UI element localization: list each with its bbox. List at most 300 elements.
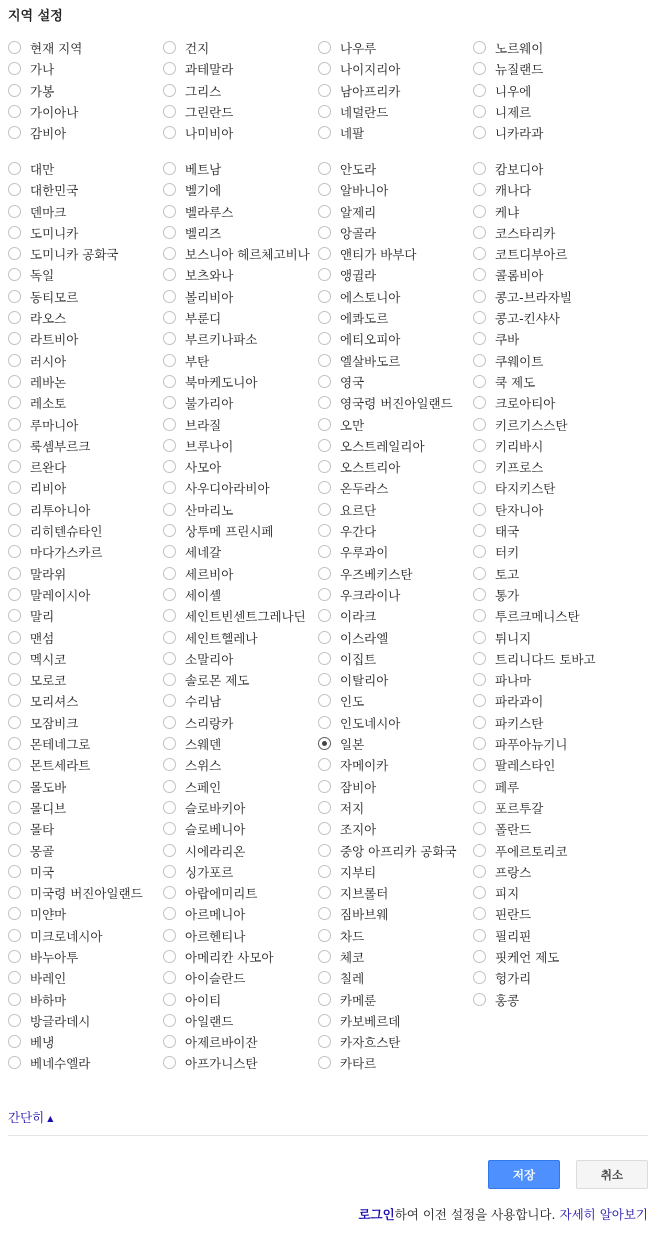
- region-option[interactable]: [163, 246, 313, 263]
- radio-icon[interactable]: [318, 716, 331, 729]
- region-option[interactable]: [473, 161, 623, 178]
- radio-icon[interactable]: [8, 503, 21, 516]
- radio-icon[interactable]: [8, 247, 21, 260]
- region-option[interactable]: [8, 310, 158, 327]
- region-option[interactable]: [473, 395, 623, 412]
- radio-icon[interactable]: [473, 737, 486, 750]
- radio-icon[interactable]: [163, 844, 176, 857]
- radio-icon[interactable]: [318, 950, 331, 963]
- region-option[interactable]: [473, 779, 623, 796]
- radio-icon[interactable]: [8, 460, 21, 473]
- region-option[interactable]: [163, 715, 313, 732]
- radio-icon[interactable]: [8, 822, 21, 835]
- radio-icon[interactable]: [473, 226, 486, 239]
- radio-icon[interactable]: [8, 545, 21, 558]
- radio-icon[interactable]: [473, 460, 486, 473]
- region-option[interactable]: [163, 417, 313, 434]
- radio-icon[interactable]: [473, 439, 486, 452]
- region-option[interactable]: [318, 566, 468, 583]
- region-option[interactable]: [318, 374, 468, 391]
- region-option[interactable]: [8, 821, 158, 838]
- region-option[interactable]: [473, 757, 623, 774]
- cancel-button[interactable]: 취소: [576, 1160, 648, 1189]
- radio-icon[interactable]: [8, 865, 21, 878]
- radio-icon[interactable]: [473, 822, 486, 835]
- radio-icon[interactable]: [8, 609, 21, 622]
- radio-icon[interactable]: [8, 716, 21, 729]
- radio-icon[interactable]: [318, 631, 331, 644]
- radio-icon[interactable]: [163, 481, 176, 494]
- region-option[interactable]: [8, 267, 158, 284]
- region-option[interactable]: [318, 225, 468, 242]
- region-option[interactable]: [8, 480, 158, 497]
- region-option[interactable]: [473, 353, 623, 370]
- region-option[interactable]: [163, 736, 313, 753]
- region-option[interactable]: [163, 61, 313, 78]
- region-option[interactable]: [163, 693, 313, 710]
- radio-icon[interactable]: [473, 694, 486, 707]
- radio-icon[interactable]: [318, 758, 331, 771]
- radio-icon[interactable]: [318, 460, 331, 473]
- radio-icon[interactable]: [318, 971, 331, 984]
- region-option[interactable]: [163, 928, 313, 945]
- radio-icon[interactable]: [163, 105, 176, 118]
- radio-icon[interactable]: [318, 694, 331, 707]
- region-option[interactable]: [473, 246, 623, 263]
- region-option[interactable]: [318, 1055, 468, 1072]
- radio-icon[interactable]: [8, 311, 21, 324]
- region-option[interactable]: [8, 83, 158, 100]
- region-option[interactable]: [473, 821, 623, 838]
- radio-icon[interactable]: [163, 354, 176, 367]
- region-option[interactable]: [8, 417, 158, 434]
- radio-icon[interactable]: [163, 822, 176, 835]
- radio-icon[interactable]: [318, 126, 331, 139]
- region-option[interactable]: [318, 970, 468, 987]
- radio-icon[interactable]: [473, 41, 486, 54]
- radio-icon[interactable]: [163, 545, 176, 558]
- radio-icon[interactable]: [473, 545, 486, 558]
- region-option[interactable]: [8, 544, 158, 561]
- learn-more-link[interactable]: 자세히 알아보기: [559, 1207, 648, 1222]
- radio-icon[interactable]: [318, 62, 331, 75]
- region-option[interactable]: [8, 204, 158, 221]
- region-option[interactable]: [473, 587, 623, 604]
- radio-icon[interactable]: [8, 290, 21, 303]
- radio-icon[interactable]: [8, 439, 21, 452]
- radio-icon[interactable]: [318, 1056, 331, 1069]
- region-option[interactable]: [318, 949, 468, 966]
- region-option[interactable]: [163, 864, 313, 881]
- region-option[interactable]: [473, 182, 623, 199]
- radio-icon[interactable]: [163, 290, 176, 303]
- radio-icon[interactable]: [8, 971, 21, 984]
- region-option[interactable]: [473, 125, 623, 142]
- radio-icon[interactable]: [318, 481, 331, 494]
- region-option[interactable]: [8, 438, 158, 455]
- region-option[interactable]: [318, 779, 468, 796]
- radio-icon[interactable]: [8, 694, 21, 707]
- region-option[interactable]: [8, 289, 158, 306]
- radio-icon[interactable]: [318, 801, 331, 814]
- collapse-link[interactable]: [8, 1108, 53, 1126]
- radio-icon[interactable]: [473, 971, 486, 984]
- region-option[interactable]: [163, 438, 313, 455]
- region-option[interactable]: [8, 459, 158, 476]
- radio-icon[interactable]: [163, 1056, 176, 1069]
- radio-icon[interactable]: [318, 567, 331, 580]
- radio-icon[interactable]: [8, 62, 21, 75]
- region-option[interactable]: [318, 417, 468, 434]
- radio-icon[interactable]: [318, 844, 331, 857]
- radio-icon[interactable]: [163, 694, 176, 707]
- radio-icon[interactable]: [473, 631, 486, 644]
- region-option[interactable]: [473, 438, 623, 455]
- radio-icon[interactable]: [163, 268, 176, 281]
- region-option[interactable]: [318, 928, 468, 945]
- region-option[interactable]: [163, 310, 313, 327]
- radio-icon[interactable]: [163, 375, 176, 388]
- region-option[interactable]: [318, 906, 468, 923]
- radio-icon[interactable]: [318, 609, 331, 622]
- region-option[interactable]: [8, 161, 158, 178]
- region-option[interactable]: [473, 225, 623, 242]
- region-option[interactable]: [8, 1055, 158, 1072]
- region-option[interactable]: [473, 83, 623, 100]
- region-option[interactable]: [8, 246, 158, 263]
- region-option[interactable]: [163, 502, 313, 519]
- radio-icon[interactable]: [318, 41, 331, 54]
- region-option[interactable]: [318, 289, 468, 306]
- radio-icon[interactable]: [8, 1056, 21, 1069]
- radio-icon[interactable]: [318, 865, 331, 878]
- radio-icon[interactable]: [163, 865, 176, 878]
- region-option[interactable]: [163, 459, 313, 476]
- signin-link[interactable]: 로그인: [358, 1207, 395, 1222]
- region-option[interactable]: [8, 331, 158, 348]
- radio-icon[interactable]: [473, 162, 486, 175]
- radio-icon[interactable]: [163, 84, 176, 97]
- region-option[interactable]: [473, 949, 623, 966]
- region-option[interactable]: [318, 395, 468, 412]
- region-option[interactable]: [163, 204, 313, 221]
- region-option[interactable]: [8, 715, 158, 732]
- region-option[interactable]: [473, 970, 623, 987]
- radio-icon[interactable]: [473, 396, 486, 409]
- radio-icon[interactable]: [473, 609, 486, 622]
- radio-icon[interactable]: [473, 950, 486, 963]
- save-button[interactable]: 저장: [488, 1160, 560, 1189]
- region-option[interactable]: [318, 161, 468, 178]
- region-option[interactable]: [8, 906, 158, 923]
- region-option[interactable]: [163, 353, 313, 370]
- region-option[interactable]: [318, 757, 468, 774]
- radio-icon[interactable]: [8, 1035, 21, 1048]
- region-option[interactable]: [473, 992, 623, 1009]
- radio-icon[interactable]: [473, 354, 486, 367]
- region-option[interactable]: [318, 480, 468, 497]
- region-option[interactable]: [8, 736, 158, 753]
- radio-icon[interactable]: [8, 737, 21, 750]
- radio-icon[interactable]: [163, 567, 176, 580]
- radio-icon[interactable]: [473, 929, 486, 942]
- region-option[interactable]: [8, 928, 158, 945]
- radio-icon[interactable]: [8, 226, 21, 239]
- region-option[interactable]: [163, 843, 313, 860]
- radio-icon[interactable]: [8, 183, 21, 196]
- region-option[interactable]: [163, 587, 313, 604]
- region-option[interactable]: [473, 928, 623, 945]
- region-option[interactable]: [163, 523, 313, 540]
- region-option[interactable]: [473, 502, 623, 519]
- region-option[interactable]: [8, 225, 158, 242]
- radio-icon[interactable]: [473, 247, 486, 260]
- region-option[interactable]: [163, 800, 313, 817]
- region-option[interactable]: [473, 843, 623, 860]
- region-option[interactable]: [8, 630, 158, 647]
- radio-icon[interactable]: [318, 396, 331, 409]
- region-option[interactable]: [163, 757, 313, 774]
- radio-icon[interactable]: [8, 886, 21, 899]
- radio-icon[interactable]: [8, 84, 21, 97]
- region-option[interactable]: [318, 182, 468, 199]
- region-option[interactable]: [318, 864, 468, 881]
- radio-icon[interactable]: [318, 907, 331, 920]
- radio-icon[interactable]: [8, 758, 21, 771]
- region-option[interactable]: [8, 587, 158, 604]
- radio-icon[interactable]: [473, 290, 486, 303]
- radio-icon[interactable]: [8, 631, 21, 644]
- radio-icon[interactable]: [163, 716, 176, 729]
- radio-icon[interactable]: [8, 907, 21, 920]
- radio-icon[interactable]: [473, 126, 486, 139]
- region-option[interactable]: [473, 566, 623, 583]
- radio-selected-icon[interactable]: [318, 737, 331, 750]
- region-option[interactable]: [8, 608, 158, 625]
- region-option[interactable]: [8, 1013, 158, 1030]
- region-option[interactable]: [163, 651, 313, 668]
- radio-icon[interactable]: [473, 84, 486, 97]
- radio-icon[interactable]: [318, 886, 331, 899]
- radio-icon[interactable]: [163, 652, 176, 665]
- radio-icon[interactable]: [473, 105, 486, 118]
- region-option[interactable]: [8, 885, 158, 902]
- radio-icon[interactable]: [473, 567, 486, 580]
- region-option[interactable]: [163, 906, 313, 923]
- region-option[interactable]: [163, 566, 313, 583]
- radio-icon[interactable]: [163, 183, 176, 196]
- radio-icon[interactable]: [473, 993, 486, 1006]
- radio-icon[interactable]: [318, 503, 331, 516]
- region-option[interactable]: [473, 417, 623, 434]
- radio-icon[interactable]: [8, 105, 21, 118]
- region-option[interactable]: [473, 204, 623, 221]
- region-option[interactable]: [8, 40, 158, 57]
- region-option[interactable]: [318, 459, 468, 476]
- radio-icon[interactable]: [8, 1014, 21, 1027]
- radio-icon[interactable]: [473, 716, 486, 729]
- region-option[interactable]: [163, 630, 313, 647]
- region-option[interactable]: [8, 1034, 158, 1051]
- region-option[interactable]: [163, 267, 313, 284]
- region-option[interactable]: [318, 544, 468, 561]
- region-option[interactable]: [318, 331, 468, 348]
- region-option[interactable]: [163, 608, 313, 625]
- radio-icon[interactable]: [163, 332, 176, 345]
- radio-icon[interactable]: [473, 503, 486, 516]
- region-option[interactable]: [318, 843, 468, 860]
- radio-icon[interactable]: [163, 886, 176, 899]
- region-option[interactable]: [318, 83, 468, 100]
- region-option[interactable]: [8, 992, 158, 1009]
- region-option[interactable]: [163, 182, 313, 199]
- radio-icon[interactable]: [318, 268, 331, 281]
- region-option[interactable]: [8, 566, 158, 583]
- radio-icon[interactable]: [8, 126, 21, 139]
- radio-icon[interactable]: [473, 907, 486, 920]
- region-option[interactable]: [473, 672, 623, 689]
- region-option[interactable]: [318, 821, 468, 838]
- radio-icon[interactable]: [8, 162, 21, 175]
- radio-icon[interactable]: [163, 524, 176, 537]
- radio-icon[interactable]: [163, 780, 176, 793]
- region-option[interactable]: [473, 693, 623, 710]
- radio-icon[interactable]: [8, 524, 21, 537]
- region-option[interactable]: [8, 104, 158, 121]
- radio-icon[interactable]: [318, 354, 331, 367]
- region-option[interactable]: [473, 61, 623, 78]
- radio-icon[interactable]: [318, 1014, 331, 1027]
- radio-icon[interactable]: [163, 1014, 176, 1027]
- radio-icon[interactable]: [163, 460, 176, 473]
- region-option[interactable]: [8, 502, 158, 519]
- radio-icon[interactable]: [8, 418, 21, 431]
- region-option[interactable]: [473, 651, 623, 668]
- region-option[interactable]: [8, 395, 158, 412]
- region-option[interactable]: [473, 40, 623, 57]
- region-option[interactable]: [8, 523, 158, 540]
- region-option[interactable]: [163, 83, 313, 100]
- radio-icon[interactable]: [163, 396, 176, 409]
- region-option[interactable]: [473, 715, 623, 732]
- radio-icon[interactable]: [163, 439, 176, 452]
- region-option[interactable]: [473, 800, 623, 817]
- radio-icon[interactable]: [163, 609, 176, 622]
- region-option[interactable]: [318, 502, 468, 519]
- radio-icon[interactable]: [473, 183, 486, 196]
- radio-icon[interactable]: [8, 844, 21, 857]
- radio-icon[interactable]: [163, 162, 176, 175]
- radio-icon[interactable]: [8, 588, 21, 601]
- radio-icon[interactable]: [163, 758, 176, 771]
- region-option[interactable]: [318, 672, 468, 689]
- radio-icon[interactable]: [163, 588, 176, 601]
- region-option[interactable]: [163, 40, 313, 57]
- region-option[interactable]: [318, 800, 468, 817]
- radio-icon[interactable]: [473, 481, 486, 494]
- radio-icon[interactable]: [473, 780, 486, 793]
- radio-icon[interactable]: [473, 652, 486, 665]
- region-option[interactable]: [318, 587, 468, 604]
- radio-icon[interactable]: [318, 929, 331, 942]
- radio-icon[interactable]: [163, 126, 176, 139]
- radio-icon[interactable]: [318, 652, 331, 665]
- region-option[interactable]: [8, 800, 158, 817]
- radio-icon[interactable]: [473, 886, 486, 899]
- region-option[interactable]: [318, 693, 468, 710]
- region-option[interactable]: [8, 693, 158, 710]
- region-option[interactable]: [163, 125, 313, 142]
- radio-icon[interactable]: [163, 631, 176, 644]
- region-option[interactable]: [163, 821, 313, 838]
- region-option[interactable]: [318, 715, 468, 732]
- radio-icon[interactable]: [318, 524, 331, 537]
- radio-icon[interactable]: [318, 290, 331, 303]
- region-option[interactable]: [8, 125, 158, 142]
- region-option[interactable]: [318, 523, 468, 540]
- region-option[interactable]: [473, 267, 623, 284]
- region-option[interactable]: [8, 779, 158, 796]
- radio-icon[interactable]: [318, 375, 331, 388]
- radio-icon[interactable]: [318, 183, 331, 196]
- region-option[interactable]: [318, 310, 468, 327]
- radio-icon[interactable]: [8, 481, 21, 494]
- region-option[interactable]: [163, 395, 313, 412]
- radio-icon[interactable]: [473, 418, 486, 431]
- radio-icon[interactable]: [8, 375, 21, 388]
- radio-icon[interactable]: [473, 673, 486, 686]
- region-option[interactable]: [473, 885, 623, 902]
- radio-icon[interactable]: [8, 950, 21, 963]
- region-option[interactable]: [163, 161, 313, 178]
- radio-icon[interactable]: [318, 332, 331, 345]
- radio-icon[interactable]: [8, 396, 21, 409]
- region-option[interactable]: [8, 61, 158, 78]
- radio-icon[interactable]: [163, 907, 176, 920]
- radio-icon[interactable]: [318, 822, 331, 835]
- radio-icon[interactable]: [163, 418, 176, 431]
- region-option[interactable]: [473, 544, 623, 561]
- radio-icon[interactable]: [473, 844, 486, 857]
- region-option[interactable]: [318, 246, 468, 263]
- region-option[interactable]: [8, 672, 158, 689]
- radio-icon[interactable]: [8, 567, 21, 580]
- radio-icon[interactable]: [473, 268, 486, 281]
- region-option[interactable]: [163, 1013, 313, 1030]
- region-option[interactable]: [318, 1034, 468, 1051]
- radio-icon[interactable]: [318, 162, 331, 175]
- region-option[interactable]: [163, 331, 313, 348]
- region-option[interactable]: [318, 204, 468, 221]
- radio-icon[interactable]: [473, 332, 486, 345]
- region-option[interactable]: [473, 630, 623, 647]
- radio-icon[interactable]: [318, 247, 331, 260]
- region-option[interactable]: [318, 104, 468, 121]
- radio-icon[interactable]: [473, 801, 486, 814]
- region-option[interactable]: [8, 182, 158, 199]
- region-option[interactable]: [8, 949, 158, 966]
- region-option[interactable]: [318, 651, 468, 668]
- radio-icon[interactable]: [473, 375, 486, 388]
- region-option[interactable]: [8, 374, 158, 391]
- region-option[interactable]: [318, 608, 468, 625]
- radio-icon[interactable]: [163, 929, 176, 942]
- radio-icon[interactable]: [318, 226, 331, 239]
- region-option[interactable]: [473, 374, 623, 391]
- region-option[interactable]: [163, 225, 313, 242]
- region-option[interactable]: [318, 61, 468, 78]
- region-option[interactable]: [163, 992, 313, 1009]
